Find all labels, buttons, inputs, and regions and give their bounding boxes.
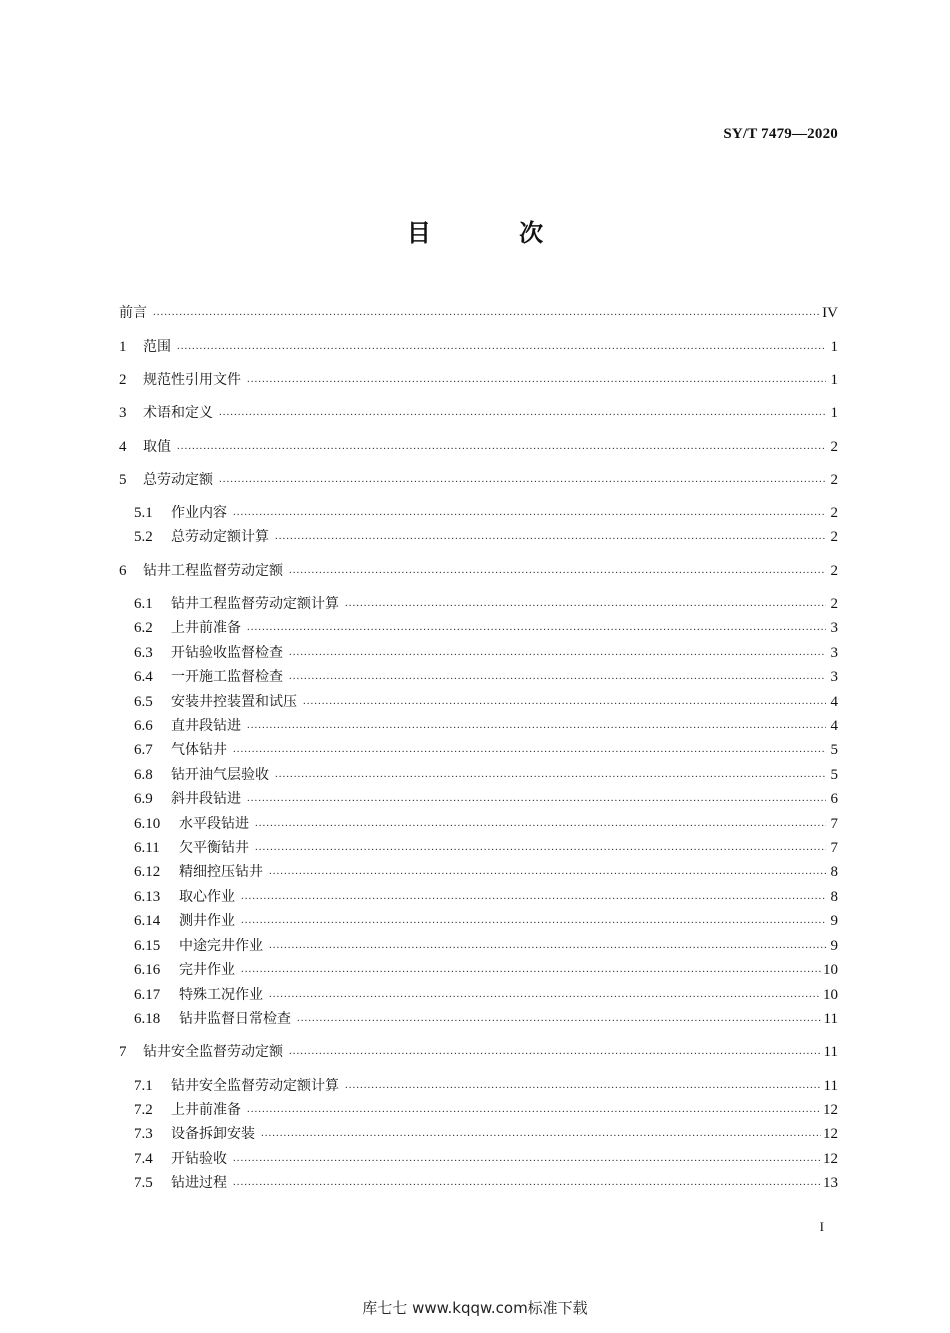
toc-entry-page: 2: [830, 596, 838, 612]
toc-entry[interactable]: [119, 887, 838, 907]
toc-entry-label: 钻井工程监督劳动定额计算: [171, 596, 339, 612]
toc-entry-number: 6.14: [134, 913, 161, 929]
toc-entry[interactable]: [119, 765, 838, 785]
toc-entry-label: 特殊工况作业: [179, 987, 263, 1003]
toc-dot-leader: [297, 1010, 822, 1026]
toc-entry-page: 2: [830, 529, 838, 545]
toc-entry-label: 范围: [143, 339, 171, 355]
toc-entry[interactable]: [119, 1009, 838, 1029]
toc-entry-page: 3: [830, 620, 838, 636]
toc-entry-label: 开钻验收监督检查: [171, 645, 283, 661]
toc-entry[interactable]: [119, 838, 838, 858]
toc-entry[interactable]: [119, 503, 838, 523]
toc-dot-leader: [247, 371, 826, 387]
toc-dot-leader: [219, 404, 826, 420]
toc-entry-label: 钻井安全监督劳动定额: [143, 1044, 283, 1060]
toc-entry-number: 5.2: [134, 529, 153, 545]
toc-entry[interactable]: [119, 337, 838, 357]
toc-entry-label: 总劳动定额: [143, 472, 213, 488]
toc-entry-label: 取值: [143, 439, 171, 455]
toc-entry-page: 4: [830, 694, 838, 710]
toc-entry[interactable]: [119, 692, 838, 712]
toc-entry-page: 1: [830, 372, 838, 388]
toc-entry-number: 7.1: [134, 1078, 153, 1094]
toc-dot-leader: [241, 888, 826, 904]
toc-entry-page: 1: [830, 405, 838, 421]
toc-entry-page: 5: [830, 742, 838, 758]
toc-entry-number: 7.5: [134, 1175, 153, 1191]
toc-entry[interactable]: [119, 303, 838, 323]
toc-entry[interactable]: [119, 1149, 838, 1169]
toc-entry-number: 6: [119, 563, 127, 579]
toc-entry-page: IV: [822, 305, 838, 321]
toc-entry[interactable]: [119, 862, 838, 882]
toc-dot-leader: [153, 304, 820, 320]
toc-entry-page: 13: [823, 1175, 838, 1191]
toc-dot-leader: [289, 668, 826, 684]
toc-entry-label: 设备拆卸安装: [171, 1126, 255, 1142]
toc-entry-label: 中途完井作业: [179, 938, 263, 954]
page-number: I: [819, 1219, 824, 1234]
toc-entry-number: 7.3: [134, 1126, 153, 1142]
toc-entry-number: 6.11: [134, 840, 160, 856]
document-code: SY/T 7479—2020: [723, 126, 838, 142]
toc-dot-leader: [177, 438, 826, 454]
toc-entry-number: 6.17: [134, 987, 161, 1003]
toc-entry[interactable]: [119, 911, 838, 931]
toc-entry-label: 规范性引用文件: [143, 372, 241, 388]
toc-entry[interactable]: [119, 370, 838, 390]
toc-dot-leader: [233, 741, 826, 757]
toc-entry-page: 11: [823, 1044, 838, 1060]
toc-entry-page: 6: [830, 791, 838, 807]
toc-dot-leader: [275, 528, 826, 544]
toc-entry-page: 4: [830, 718, 838, 734]
toc-entry[interactable]: [119, 814, 838, 834]
toc-entry[interactable]: [119, 667, 838, 687]
footer-watermark: 库七七 www.kqqw.com标准下载: [362, 1299, 588, 1317]
toc-entry-label: 精细控压钻井: [179, 864, 263, 880]
toc-entry[interactable]: [119, 403, 838, 423]
toc-entry-page: 2: [830, 472, 838, 488]
toc-entry-page: 10: [823, 987, 838, 1003]
toc-entry-page: 9: [830, 938, 838, 954]
toc-entry-page: 3: [830, 669, 838, 685]
toc-entry[interactable]: [119, 740, 838, 760]
toc-entry-number: 6.1: [134, 596, 153, 612]
toc-entry-page: 5: [830, 767, 838, 783]
toc-entry-number: 6.10: [134, 816, 161, 832]
toc-entry-number: 7: [119, 1044, 127, 1060]
toc-entry-page: 9: [830, 913, 838, 929]
toc-entry-page: 3: [830, 645, 838, 661]
toc-entry-page: 12: [823, 1151, 838, 1167]
toc-entry[interactable]: [119, 1100, 838, 1120]
toc-entry-number: 7.2: [134, 1102, 153, 1118]
toc-entry-number: 1: [119, 339, 127, 355]
toc-entry-number: 6.3: [134, 645, 153, 661]
toc-entry[interactable]: [119, 618, 838, 638]
toc-entry-page: 11: [823, 1078, 838, 1094]
toc-entry-label: 钻井监督日常检查: [179, 1011, 291, 1027]
toc-entry-label: 一开施工监督检查: [171, 669, 283, 685]
toc-entry-page: 8: [830, 889, 838, 905]
toc-entry-page: 12: [823, 1102, 838, 1118]
toc-entry-label: 开钻验收: [171, 1151, 227, 1167]
toc-entry[interactable]: [119, 936, 838, 956]
toc-entry[interactable]: [119, 1042, 838, 1062]
toc-entry-number: 5.1: [134, 505, 153, 521]
toc-entry-page: 12: [823, 1126, 838, 1142]
toc-entry-number: 6.2: [134, 620, 153, 636]
toc-dot-leader: [289, 1043, 822, 1059]
toc-entry[interactable]: [119, 789, 838, 809]
toc-dot-leader: [269, 863, 826, 879]
toc-entry-label: 斜井段钻进: [171, 791, 241, 807]
toc-entry-label: 上井前准备: [171, 620, 241, 636]
toc-dot-leader: [303, 693, 826, 709]
toc-entry[interactable]: [119, 960, 838, 980]
toc-entry-label: 直井段钻进: [171, 718, 241, 734]
toc-dot-leader: [247, 1101, 821, 1117]
toc-entry-page: 1: [830, 339, 838, 355]
toc-entry-page: 7: [830, 840, 838, 856]
toc-entry-label: 钻井工程监督劳动定额: [143, 563, 283, 579]
toc-entry-label: 钻进过程: [171, 1175, 227, 1191]
toc-dot-leader: [261, 1125, 821, 1141]
toc-entry-label: 安装井控装置和试压: [171, 694, 297, 710]
toc-entry[interactable]: [119, 437, 838, 457]
toc-dot-leader: [233, 504, 826, 520]
toc-entry-page: 2: [830, 505, 838, 521]
toc-entry-label: 术语和定义: [143, 405, 213, 421]
toc-entry[interactable]: [119, 594, 838, 614]
toc-entry-number: 6.15: [134, 938, 161, 954]
toc-entry-label: 气体钻井: [171, 742, 227, 758]
toc-dot-leader: [247, 619, 826, 635]
toc-entry-number: 6.13: [134, 889, 161, 905]
toc-dot-leader: [289, 644, 826, 660]
toc-entry-label: 上井前准备: [171, 1102, 241, 1118]
toc-entry-number: 6.5: [134, 694, 153, 710]
toc-entry[interactable]: [119, 716, 838, 736]
toc-entry[interactable]: [119, 985, 838, 1005]
toc-dot-leader: [345, 1077, 822, 1093]
toc-entry-number: 6.18: [134, 1011, 161, 1027]
toc-entry-label: 前言: [119, 305, 147, 321]
toc-entry[interactable]: [119, 1124, 838, 1144]
toc-entry-label: 总劳动定额计算: [171, 529, 269, 545]
toc-entry-number: 6.12: [134, 864, 161, 880]
toc-entry-page: 2: [830, 439, 838, 455]
toc-dot-leader: [241, 961, 821, 977]
toc-entry-label: 测井作业: [179, 913, 235, 929]
toc-dot-leader: [233, 1150, 821, 1166]
toc-entry-number: 6.16: [134, 962, 161, 978]
toc-dot-leader: [345, 595, 826, 611]
toc-entry[interactable]: [119, 561, 838, 581]
toc-entry-number: 6.8: [134, 767, 153, 783]
toc-entry[interactable]: [119, 1173, 838, 1193]
toc-entry-page: 7: [830, 816, 838, 832]
toc-dot-leader: [255, 839, 826, 855]
toc-entry-page: 8: [830, 864, 838, 880]
toc-entry-page: 10: [823, 962, 838, 978]
toc-entry-label: 水平段钻进: [179, 816, 249, 832]
toc-entry-page: 11: [823, 1011, 838, 1027]
toc-entry-number: 5: [119, 472, 127, 488]
toc-dot-leader: [177, 338, 826, 354]
toc-entry-label: 钻开油气层验收: [171, 767, 269, 783]
page-title: 目 次: [406, 219, 584, 247]
toc-dot-leader: [247, 790, 826, 806]
toc-entry-label: 取心作业: [179, 889, 235, 905]
toc-dot-leader: [241, 912, 826, 928]
toc-entry-number: 6.6: [134, 718, 153, 734]
toc-entry[interactable]: [119, 1076, 838, 1096]
toc-entry-number: 6.4: [134, 669, 153, 685]
toc-entry-label: 完井作业: [179, 962, 235, 978]
toc-dot-leader: [269, 986, 821, 1002]
toc-entry-number: 6.7: [134, 742, 153, 758]
toc-dot-leader: [289, 562, 826, 578]
toc-entry-page: 2: [830, 563, 838, 579]
toc-dot-leader: [255, 815, 826, 831]
toc-entry-number: 3: [119, 405, 127, 421]
toc-dot-leader: [219, 471, 826, 487]
toc-entry[interactable]: [119, 470, 838, 490]
toc-entry-number: 4: [119, 439, 127, 455]
toc-dot-leader: [247, 717, 826, 733]
toc-entry[interactable]: [119, 643, 838, 663]
toc-entry-label: 钻井安全监督劳动定额计算: [171, 1078, 339, 1094]
toc-entry-label: 作业内容: [171, 505, 227, 521]
toc-dot-leader: [269, 937, 826, 953]
toc-entry-number: 2: [119, 372, 127, 388]
toc-entry-label: 欠平衡钻井: [179, 840, 249, 856]
toc-entry[interactable]: [119, 527, 838, 547]
toc-dot-leader: [275, 766, 826, 782]
toc-dot-leader: [233, 1174, 821, 1190]
toc-entry-number: 7.4: [134, 1151, 153, 1167]
toc-entry-number: 6.9: [134, 791, 153, 807]
